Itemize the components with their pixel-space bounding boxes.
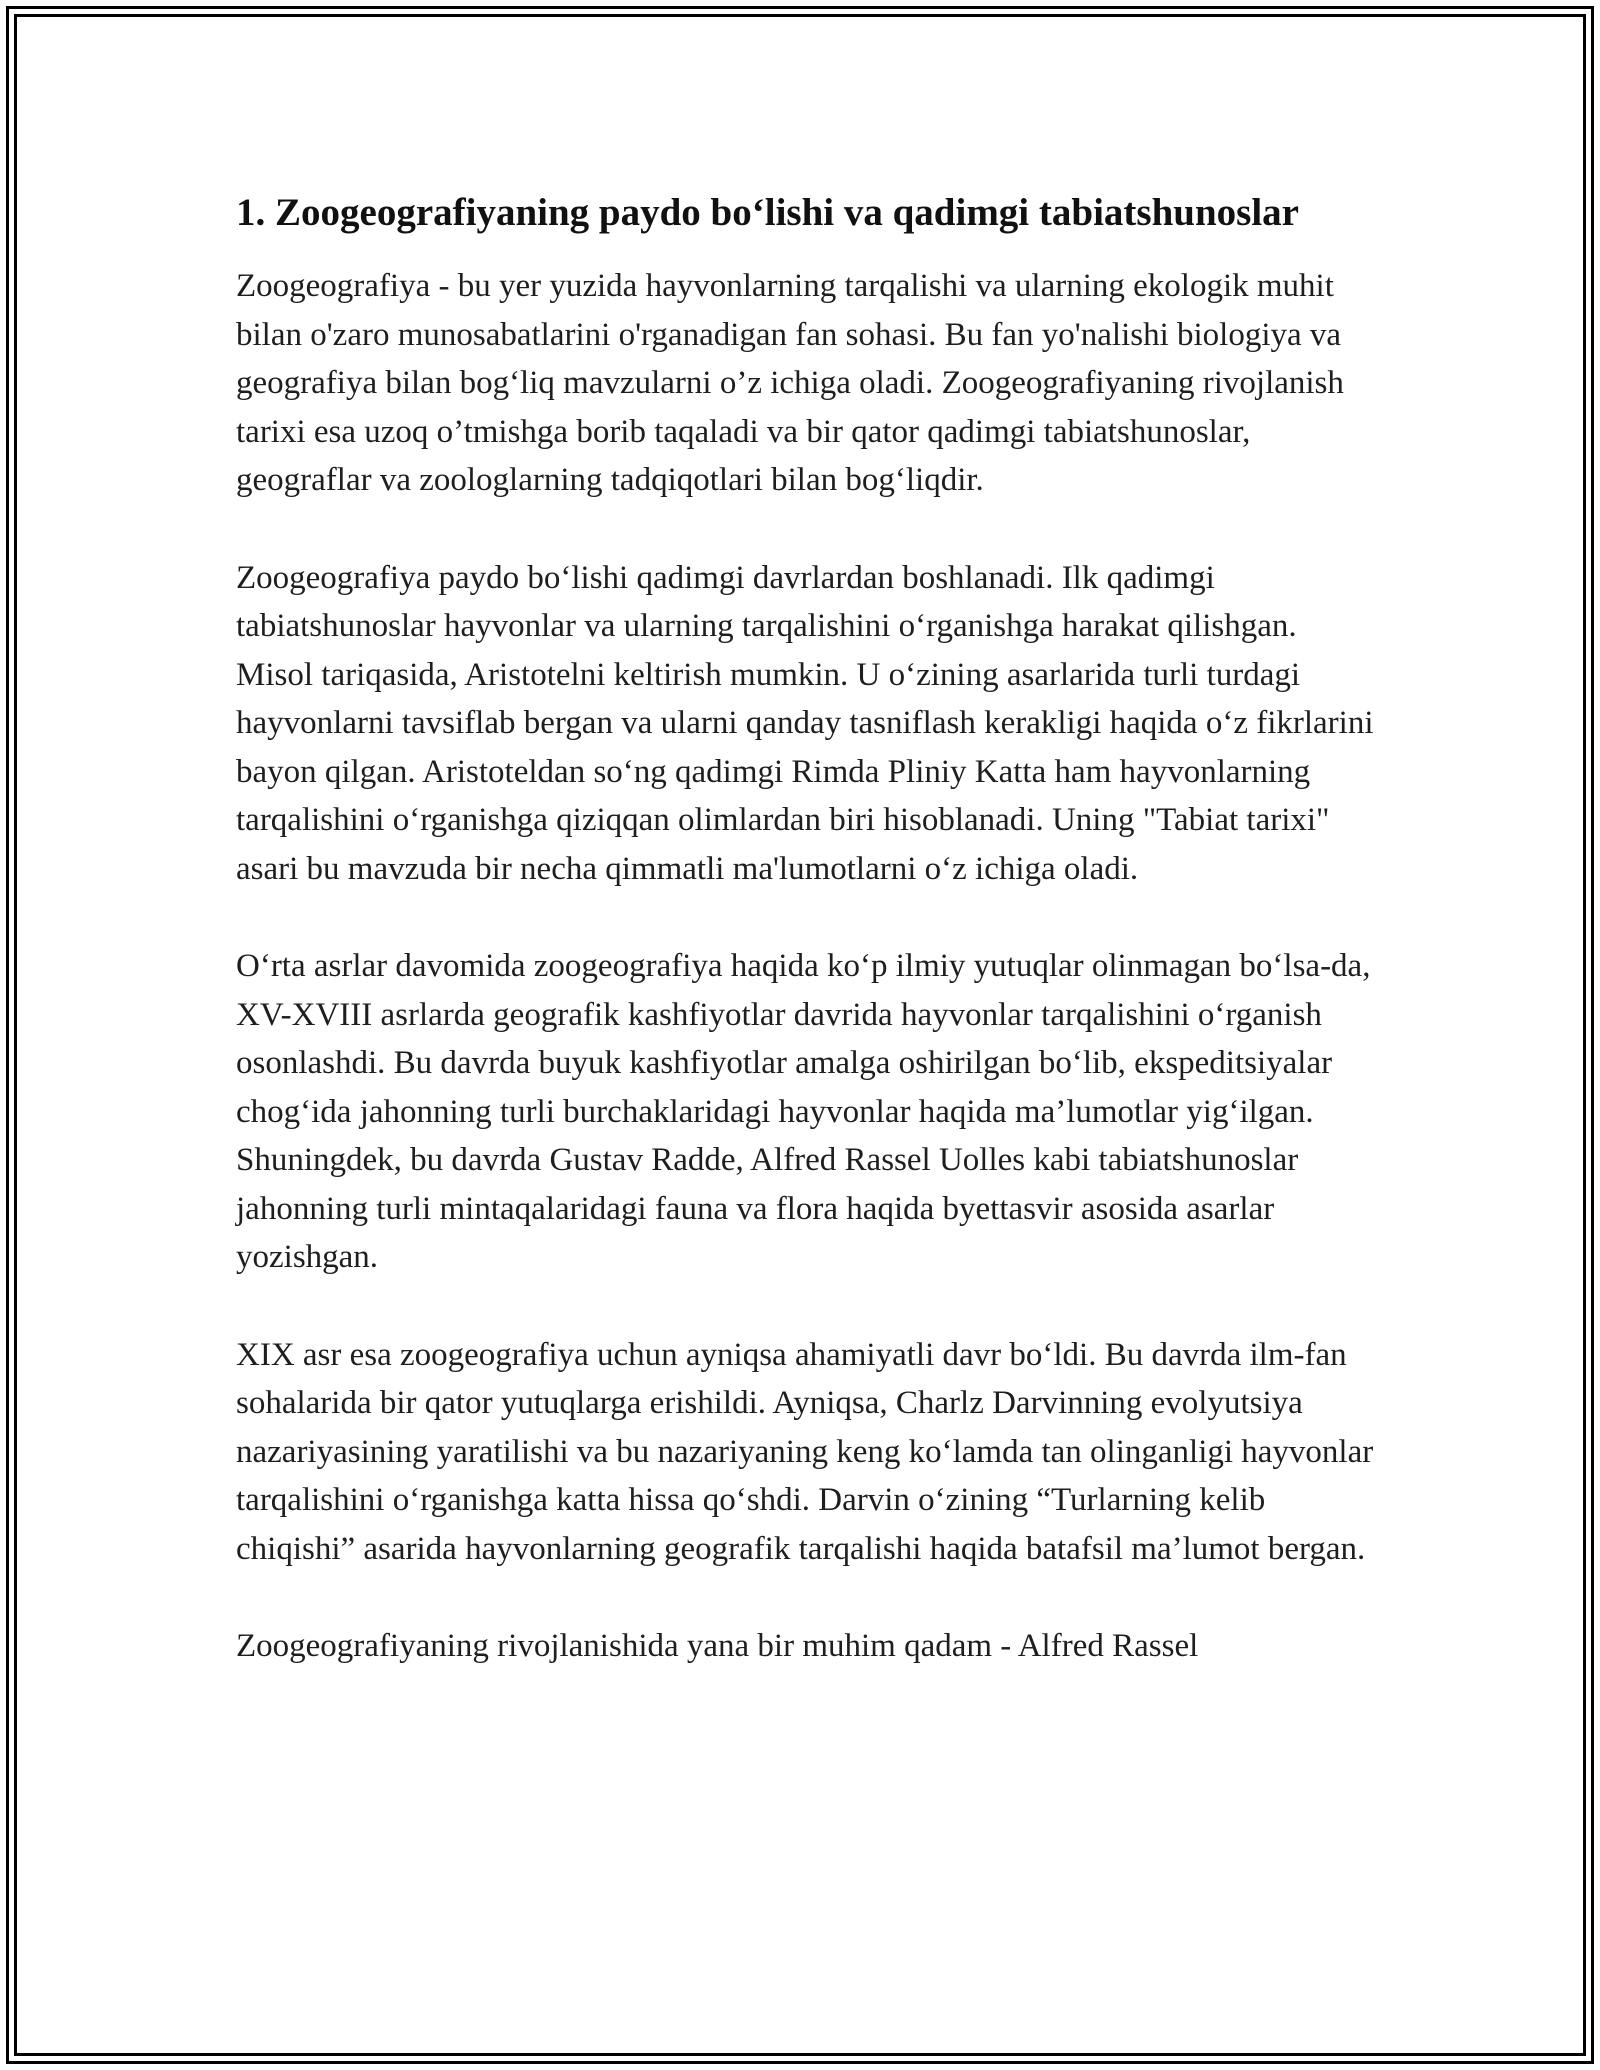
paragraph-5: Zoogeografiyaning rivojlanishida yana bir muhim qadam - Alfred Rassel <box>236 1628 1199 1664</box>
paragraph-4: XIX asr esa zoogeografiya uchun ayniqsa ahamiyatli davr boʻldi. Bu davrda ilm-fan sohalarida bir qator yutuqlarga erishildi. Ayniqsa, Charlz Darvinning evolyutsiya nazariyasining yaratilishi va bu nazariyaning keng koʻlamda tan olinganligi hayvonlar tarqalishini oʻrganishga katta hissa qoʻshdi. Darvin oʻzining “Turlarning kelib chiqishi” asarida hayvonlarning geografik tarqalishi haqida batafsil ma’lumot bergan. <box>236 1336 1374 1567</box>
paragraph-1: Zoogeografiya - bu yer yuzida hayvonlarning tarqalishi va ularning ekologik muhit bilan o'zaro munosabatlarini o'rganadigan fan sohasi. Bu fan yo'nalishi biologiya va geografiya bilan bogʻliq mavzularni o’z ichiga oladi. Zoogeografiyaning rivojlanish tarixi esa uzoq o’tmishga borib taqaladi va bir qator qadimgi tabiatshunoslar, geograflar va zoologlarning tadqiqotlari bilan bogʻliqdir. <box>236 268 1344 498</box>
section-title: 1. Zoogeografiyaning paydo boʻlishi va qadimgi tabiatshunoslar <box>236 191 1299 234</box>
paragraph-2: Zoogeografiya paydo boʻlishi qadimgi davrlardan boshlanadi. Ilk qadimgi tabiatshunoslar hayvonlar va ularning tarqalishini oʻrganishga harakat qilishgan. Misol tariqasida, Aristotelni keltirish mumkin. U oʻzining asarlarida turli turdagi hayvonlarni tavsiflab bergan va ularni qanday tasniflash kerakligi haqida oʻz fikrlarini bayon qilgan. Aristoteldan soʻng qadimgi Rimda Pliniy Katta ham hayvonlarning tarqalishini oʻrganishga qiziqqan olimlardan biri hisoblanadi. Uning "Tabiat tarixi" asari bu mavzuda bir necha qimmatli ma'lumotlarni oʻz ichiga oladi. <box>236 559 1374 887</box>
document-body <box>236 186 1376 1720</box>
paragraph-3: Oʻrta asrlar davomida zoogeografiya haqida koʻp ilmiy yutuqlar olinmagan boʻlsa-da, XV-XVIII asrlarda geografik kashfiyotlar davrida hayvonlar tarqalishini oʻrganish osonlashdi. Bu davrda buyuk kashfiyotlar amalga oshirilgan boʻlib, ekspeditsiyalar chogʻida jahonning turli burchaklaridagi hayvonlar haqida ma’lumotlar yigʻilgan. Shuningdek, bu davrda Gustav Radde, Alfred Rassel Uolles kabi tabiatshunoslar jahonning turli mintaqalaridagi fauna va flora haqida byettasvir asosida asarlar yozishgan. <box>236 948 1371 1275</box>
